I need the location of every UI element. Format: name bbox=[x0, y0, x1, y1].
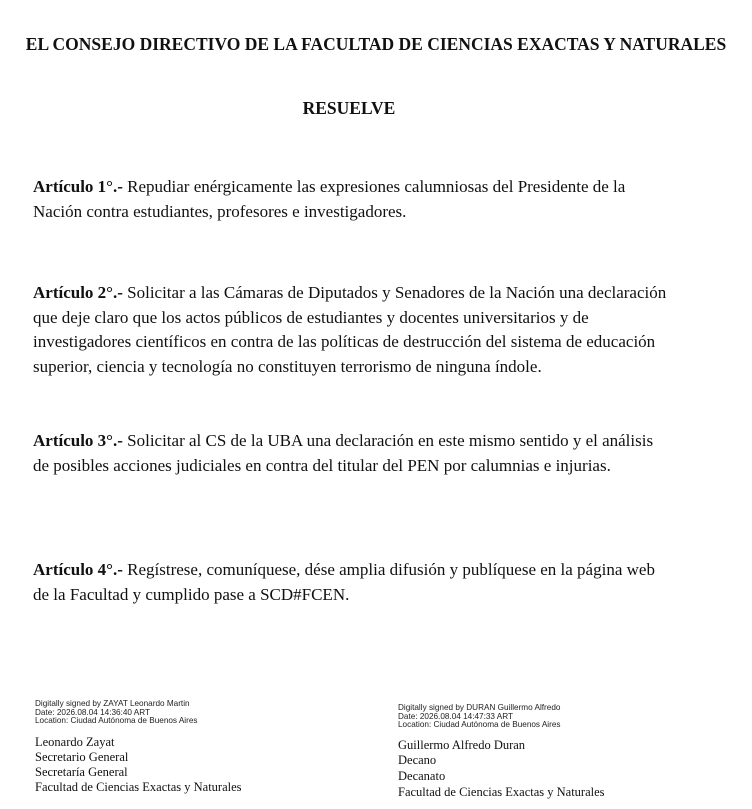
article-text: Solicitar a las Cámaras de Diputados y Senadores de la Nación una declaración que deje claro que los actos públicos de estudiantes y docentes universitarios y de investigadores científicos en contra de las políticas de destrucción del sistema de educación superior, ciencia y tecnología no constituyen terrorismo de ninguna índole. bbox=[33, 283, 667, 376]
signatory-details bbox=[35, 735, 242, 796]
signatory-role: Secretario General bbox=[35, 749, 129, 764]
article-label: Artículo 2°.- bbox=[33, 283, 123, 302]
signature-block-dean bbox=[398, 704, 605, 800]
document-title: EL CONSEJO DIRECTIVO DE LA FACULTAD DE CIENCIAS EXACTAS Y NATURALES bbox=[25, 34, 727, 54]
signatory-institution: Facultad de Ciencias Exactas y Naturales bbox=[398, 784, 605, 799]
signatory-office: Secretaría General bbox=[35, 765, 128, 780]
article-text: Solicitar al CS de la UBA una declaración en este mismo sentido y el análisis de posibles acciones judiciales en contra del titular del PEN por calumnias e injurias. bbox=[33, 431, 654, 475]
signed-by-line: Digitally signed by ZAYAT Leonardo Martin bbox=[35, 699, 190, 708]
signatory-institution: Facultad de Ciencias Exactas y Naturales bbox=[35, 780, 242, 795]
resolution-heading: RESUELVE bbox=[302, 98, 396, 118]
signature-location: Location: Ciudad Autónoma de Buenos Aires bbox=[35, 716, 198, 726]
article-label: Artículo 4°.- bbox=[33, 560, 123, 579]
digital-signature-stamp bbox=[398, 704, 605, 730]
signature-date: Date: 2026.08.04 14:36:40 ART bbox=[35, 707, 151, 717]
signatory-role: Decano bbox=[398, 753, 437, 768]
article-label: Artículo 3°.- bbox=[33, 431, 123, 450]
signature-date: Date: 2026.08.04 14:47:33 ART bbox=[398, 711, 514, 721]
digital-signature-stamp bbox=[35, 700, 242, 726]
signature-location: Location: Ciudad Autónoma de Buenos Aires bbox=[398, 720, 561, 730]
signatory-name: Leonardo Zayat bbox=[35, 734, 115, 749]
article-2 bbox=[33, 281, 673, 379]
signatory-office: Decanato bbox=[398, 768, 446, 783]
signature-block-secretary bbox=[35, 700, 242, 796]
article-3 bbox=[33, 429, 673, 478]
article-text: Repudiar enérgicamente las expresiones calumniosas del Presidente de la Nación contra estudiantes, profesores e investigadores. bbox=[33, 177, 626, 221]
signatory-name: Guillermo Alfredo Duran bbox=[398, 737, 526, 752]
signed-by-line: Digitally signed by DURAN Guillermo Alfredo bbox=[398, 703, 561, 712]
article-1 bbox=[33, 175, 673, 224]
article-label: Artículo 1°.- bbox=[33, 177, 123, 196]
article-4 bbox=[33, 558, 673, 607]
signatory-details bbox=[398, 738, 605, 800]
article-text: Regístrese, comuníquese, dése amplia difusión y publíquese en la página web de la Facultad y cumplido pase a SCD#FCEN. bbox=[33, 560, 655, 604]
